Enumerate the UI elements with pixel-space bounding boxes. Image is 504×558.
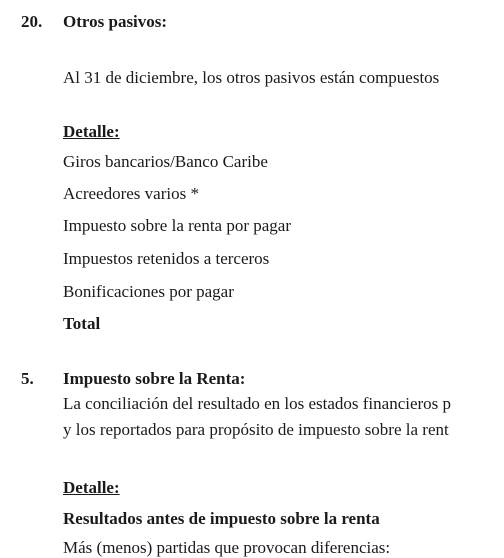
paragraph-line: y los reportados para propósito de impuesto sobre la rent xyxy=(63,420,449,439)
section-title: Otros pasivos: xyxy=(63,12,168,31)
section-number: 5. xyxy=(21,369,34,388)
section-number: 20. xyxy=(21,12,43,31)
detail-item: Giros bancarios/Banco Caribe xyxy=(63,152,268,171)
total-label: Total xyxy=(63,314,101,333)
detail-item: Bonificaciones por pagar xyxy=(63,282,234,301)
detail-item: Impuesto sobre la renta por pagar xyxy=(63,216,291,235)
paragraph-line: La conciliación del resultado en los estados financieros p xyxy=(63,394,452,413)
section-title: Impuesto sobre la Renta: xyxy=(63,369,246,388)
detail-heading: Detalle: xyxy=(63,122,120,141)
detail-item: Acreedores varios * xyxy=(63,184,199,203)
detail-item: Impuestos retenidos a terceros xyxy=(63,249,270,268)
adjustments-label: Más (menos) partidas que provocan diferencias: xyxy=(63,538,391,557)
intro-paragraph: Al 31 de diciembre, los otros pasivos están compuestos xyxy=(63,68,440,87)
income-before-tax-label: Resultados antes de impuesto sobre la renta xyxy=(63,509,380,528)
detail-heading: Detalle: xyxy=(63,478,120,497)
